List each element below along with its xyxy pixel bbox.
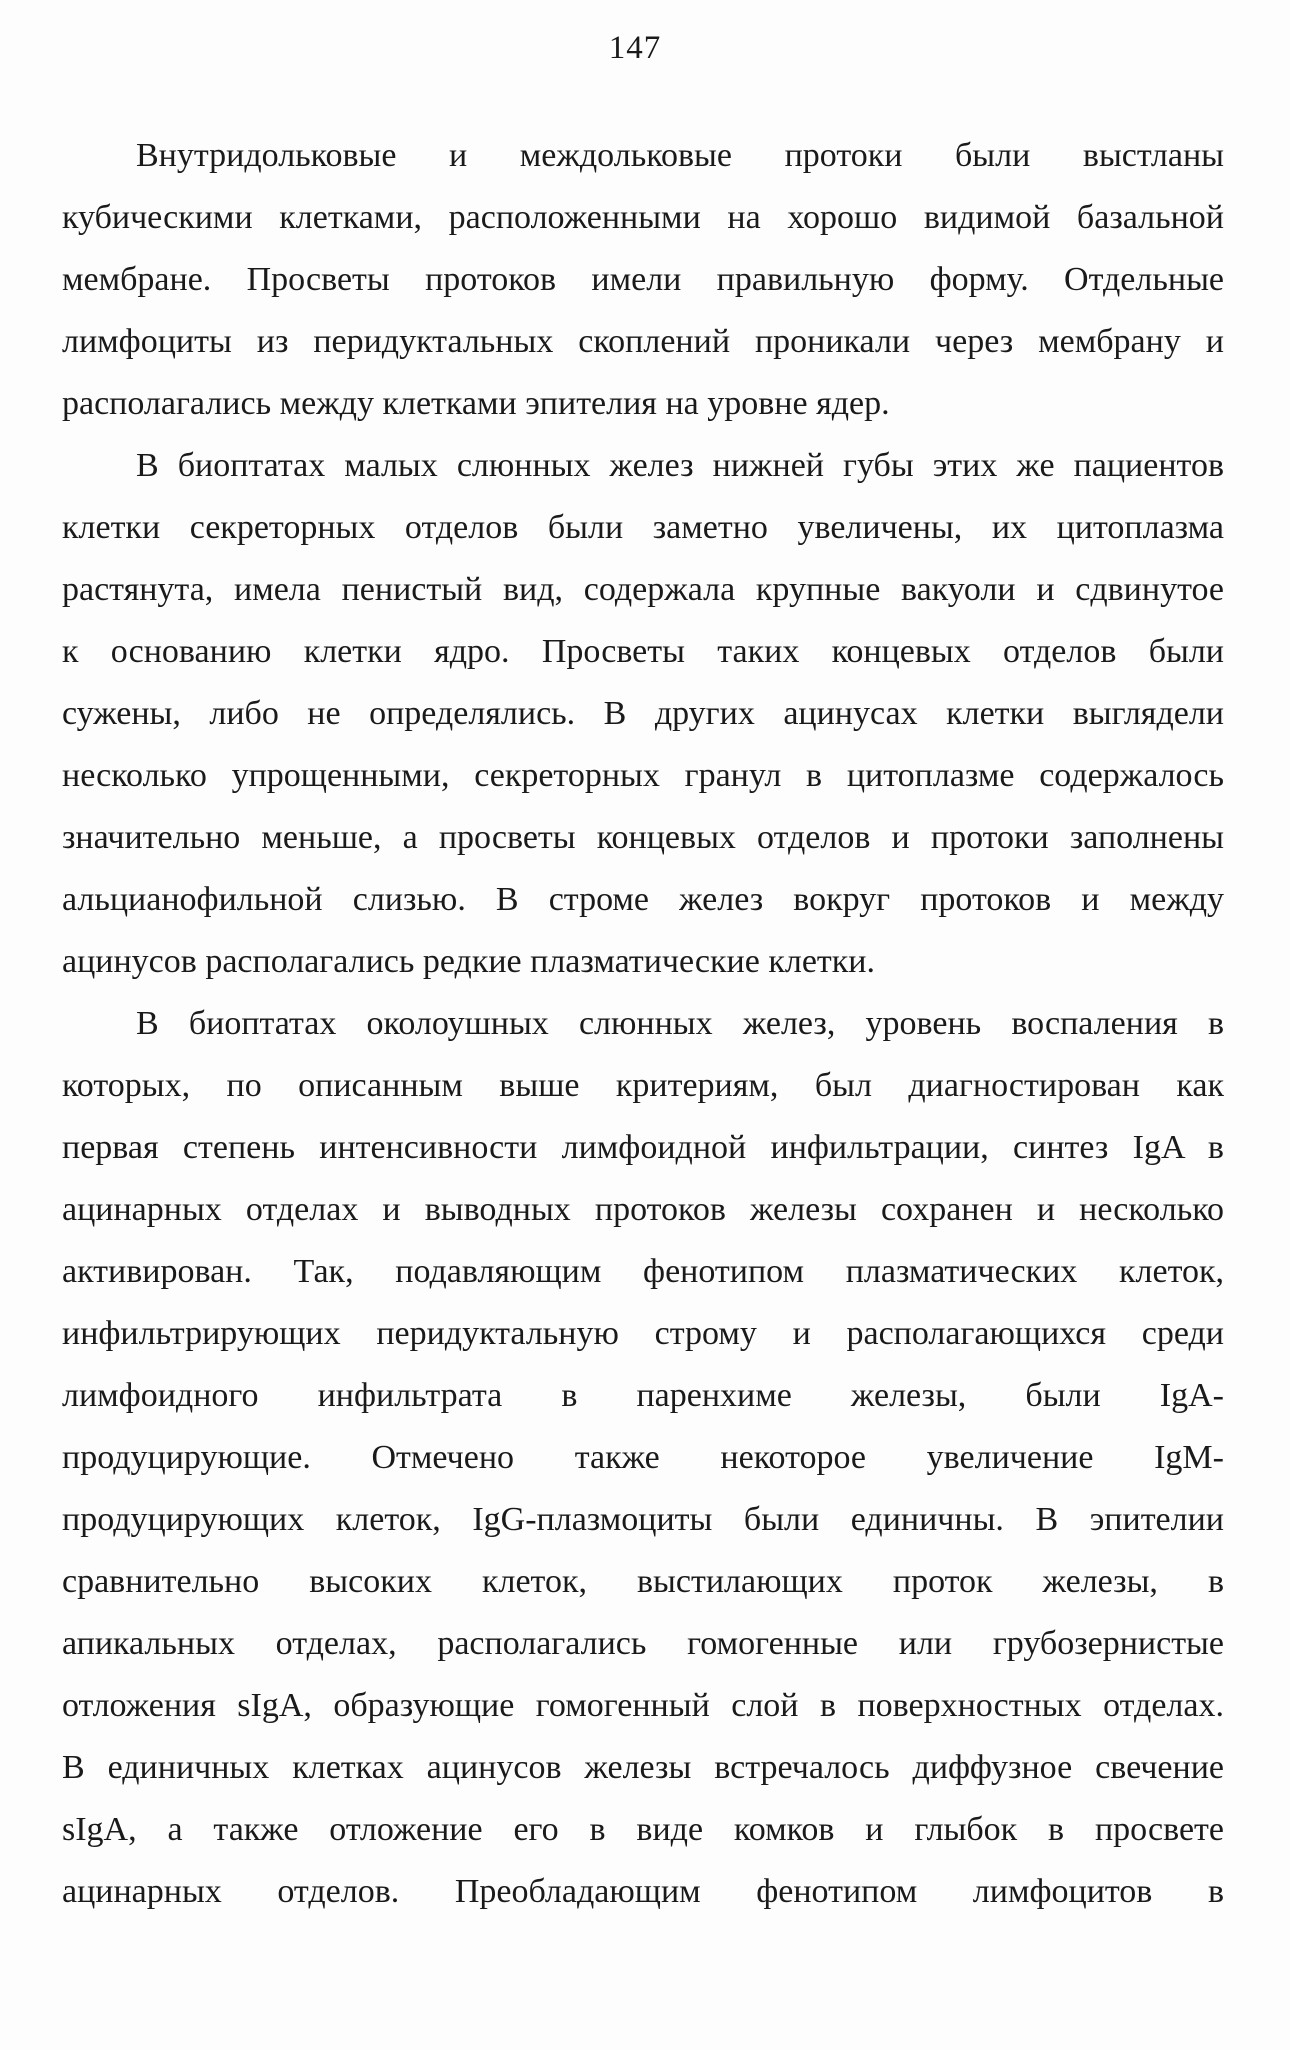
text-line: инфильтрирующих перидуктальную строму и располагающихся среди [62,1315,1224,1352]
text-line: кубическими клетками, расположенными на хорошо видимой базальной [62,199,1224,236]
text-line: клетки секреторных отделов были заметно увеличены, их цитоплазма [62,509,1224,546]
text-line: лимфоидного инфильтрата в паренхиме железы, были IgA- [62,1377,1224,1414]
body-text [62,125,1224,1923]
text-line: первая степень интенсивности лимфоидной инфильтрации, синтез IgA в [62,1129,1224,1166]
text-line: продуцирующих клеток, IgG-плазмоциты были единичны. В эпителии [62,1501,1224,1538]
text-line: растянута, имела пенистый вид, содержала крупные вакуоли и сдвинутое [62,571,1224,608]
text-line: Внутридольковые и междольковые протоки были выстланы [136,137,1224,174]
text-line: ацинарных отделах и выводных протоков железы сохранен и несколько [62,1191,1224,1228]
text-line: значительно меньше, а просветы концевых отделов и протоки заполнены [62,819,1224,856]
paragraph [62,125,1224,435]
text-line: апикальных отделах, располагались гомогенные или грубозернистые [62,1625,1224,1662]
text-line: которых, по описанным выше критериям, был диагностирован как [62,1067,1224,1104]
text-line: альцианофильной слизью. В строме желез вокруг протоков и между [62,881,1224,918]
text-line: сравнительно высоких клеток, выстилающих проток железы, в [62,1563,1224,1600]
text-line: ацинарных отделов. Преобладающим фенотипом лимфоцитов в [62,1873,1224,1910]
text-line: располагались между клетками эпителия на уровне ядер. [62,385,890,422]
text-line: ацинусов располагались редкие плазматические клетки. [62,943,875,980]
text-line: В биоптатах околоушных слюнных желез, уровень воспаления в [136,1005,1224,1042]
text-line: отложения sIgA, образующие гомогенный слой в поверхностных отделах. [62,1687,1224,1724]
text-line: несколько упрощенными, секреторных гранул в цитоплазме содержалось [62,757,1224,794]
paragraph [62,993,1224,1923]
text-line: активирован. Так, подавляющим фенотипом плазматических клеток, [62,1253,1224,1290]
text-line: лимфоциты из перидуктальных скоплений проникали через мембрану и [62,323,1224,360]
text-line: В единичных клетках ацинусов железы встречалось диффузное свечение [62,1749,1224,1786]
text-line: к основанию клетки ядро. Просветы таких концевых отделов были [62,633,1224,670]
paragraph [62,435,1224,993]
text-line: продуцирующие. Отмечено также некоторое увеличение IgM- [62,1439,1224,1476]
text-line: мембране. Просветы протоков имели правильную форму. Отдельные [62,261,1224,298]
text-line: сужены, либо не определялись. В других ацинусах клетки выглядели [62,695,1224,732]
text-line: sIgA, а также отложение его в виде комков и глыбок в просвете [62,1811,1224,1848]
page-number: 147 [608,30,662,66]
text-line: В биоптатах малых слюнных желез нижней губы этих же пациентов [136,447,1224,484]
